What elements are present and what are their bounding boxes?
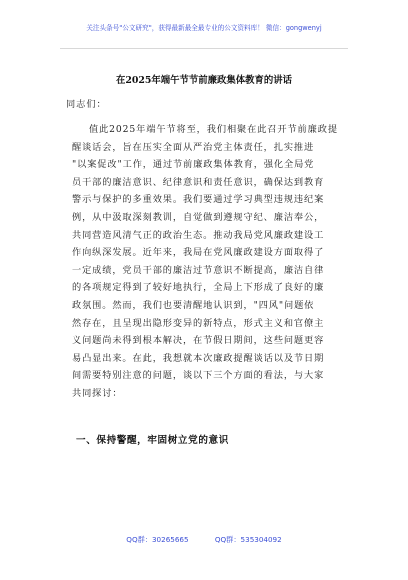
body-line: 间需要特别注意的问题，谈以下三个方面的看法，与大家 [72, 370, 325, 382]
body-line: 值此2025年端午节将至，我们相聚在此召开节前廉政提 [89, 124, 338, 135]
header-divider [60, 48, 348, 49]
body-line: "以案促改"工作，通过节前廉政集体教育，强化全局党 [72, 159, 315, 171]
body-line: 易凸显出来。在此，我想就本次廉政提醒谈话以及节日期 [72, 352, 325, 364]
body-line: 义问题尚未得到根本解决，在节假日期间，这些问题更容 [72, 335, 325, 347]
body-line: 然存在，且呈现出隐形变异的新特点，形式主义和官僚主 [72, 317, 325, 329]
footer-qq-group-1: QQ群：30265665 [126, 535, 189, 544]
body-line: 警示与保护的多重效果。我们要通过学习典型违规违纪案 [72, 194, 325, 206]
body-line: 共同营造风清气正的政治生态。推动我局党风廉政建设工 [72, 229, 325, 241]
body-line: 一定成绩，党员干部的廉洁过节意识不断提高，廉洁自律 [72, 264, 325, 276]
document-body [72, 121, 344, 403]
section-heading: 一、保持警醒，牢固树立党的意识 [76, 435, 229, 446]
footer [0, 535, 408, 545]
document-title: 在2025年端午节节前廉政集体教育的讲话 [115, 75, 293, 86]
greeting: 同志们： [66, 99, 107, 110]
body-line: 的各项规定得到了较好地执行，全局上下形成了良好的廉 [72, 282, 325, 294]
body-line: 员干部的廉洁意识、纪律意识和责任意识，确保达到教育 [72, 176, 325, 188]
body-line: 醒谈话会，旨在压实全面从严治党主体责任，扎实推进 [72, 141, 315, 153]
footer-qq-group-2: QQ群：535304092 [214, 535, 282, 544]
body-line: 作向纵深发展。近年来，我局在党风廉政建设方面取得了 [72, 247, 325, 259]
body-line: 共同探讨： [72, 387, 123, 399]
body-line: 政氛围。然而，我们也要清醒地认识到，"四风"问题依 [72, 299, 315, 311]
header-banner: 关注头条号"公文研究"，获得最新最全最专业的公文资料库！ 微信：gongwenyj [86, 24, 322, 32]
body-line: 例，从中汲取深刻教训，自觉做到遵规守纪、廉洁奉公， [72, 211, 325, 223]
